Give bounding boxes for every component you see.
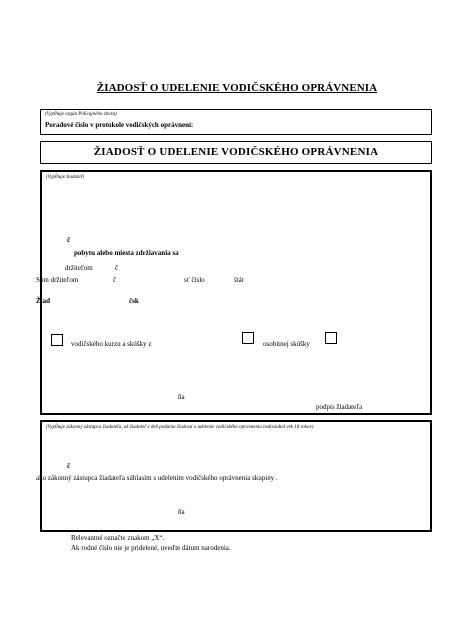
- footnote-1: Relevantné označte znakom „X“.: [71, 534, 165, 542]
- extra-checkbox[interactable]: [325, 332, 337, 344]
- police-note: (Vypĺňuje orgán Policajného zboru): [45, 112, 117, 117]
- applicant-note: (Vypĺňuje žiadateľ): [46, 175, 85, 180]
- special-exam-checkbox[interactable]: [242, 332, 254, 344]
- date-fragment: ňa: [178, 393, 185, 401]
- document-title: ŽIADOSŤ O UDELENIE VODIČSKÉHO OPRÁVNENIA: [96, 82, 378, 94]
- course-exam-label: vodičského kurzu a skúšky z: [71, 340, 152, 348]
- course-exam-checkbox[interactable]: [51, 334, 63, 346]
- guardian-note: (Vypĺňuje zákonný zástupca žiadateľa, ak žiadateľ v deň podania žiadosti o udelenie vodičského oprávnenia nedosiahol vek 18 rokov): [46, 425, 314, 430]
- stat-label: štát: [234, 276, 244, 284]
- form-title-box: [40, 141, 432, 164]
- police-section: [40, 109, 432, 135]
- special-exam-label: osobitnej skúšky: [263, 340, 310, 348]
- applicant-section: [36, 170, 432, 415]
- form-title: ŽIADOSŤ O UDELENIE VODIČSKÉHO OPRÁVNENIA: [93, 146, 379, 158]
- residence-label: pobytu alebo miesta zdržiavania sa: [74, 249, 179, 257]
- som-holder-label: Som držiteľom: [36, 276, 79, 284]
- st-cislo-label: sť číslo: [184, 276, 205, 284]
- guardian-consent-label: ako zákonný zástupca žiadateľa súhlasím s udelením vodičského oprávnenia skupiny .: [36, 474, 278, 482]
- csk-label: čsk: [129, 297, 139, 305]
- guardian-date-fragment: ňa: [178, 508, 185, 516]
- guardian-section: [36, 420, 432, 532]
- order-number-label: Poradové číslo v protokole vodičských oprávnení:: [45, 121, 194, 129]
- holder-label: držiteľom: [65, 264, 93, 272]
- footnote-2: Ak rodné číslo nie je pridelené, uveďte dátum narodenia.: [71, 544, 231, 552]
- fragment-c1: č: [67, 236, 71, 244]
- fragment-c3: č: [113, 276, 117, 284]
- ziad-label: Žiad: [36, 297, 51, 305]
- applicant-signature-label: podpis žiadateľa: [316, 403, 363, 411]
- fragment-c2: č: [115, 264, 119, 272]
- guardian-fragment-c: č: [67, 462, 71, 470]
